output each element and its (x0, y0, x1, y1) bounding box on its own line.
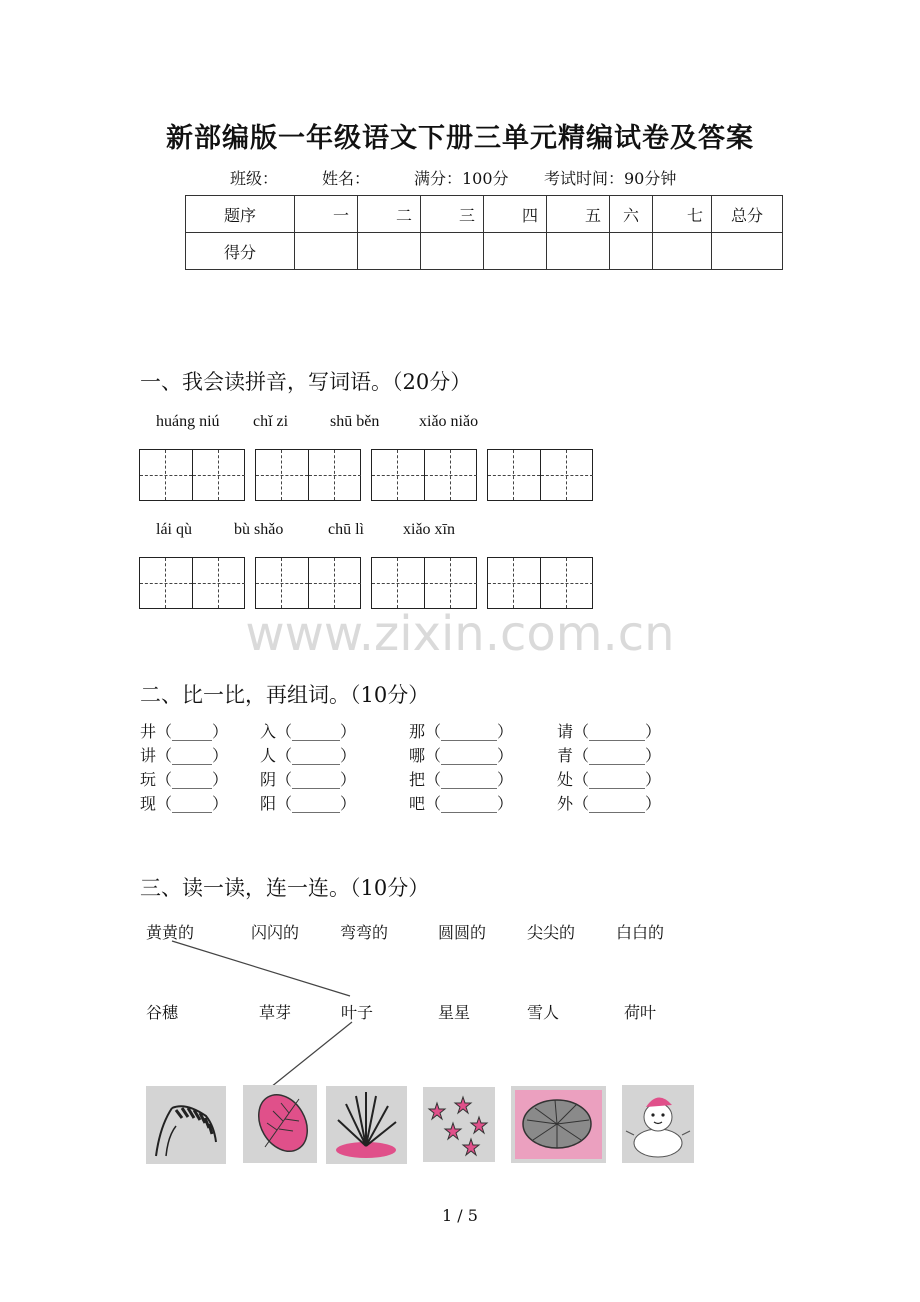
word-pair-item[interactable]: 井（_____） (140, 722, 229, 741)
word-pair-item[interactable]: 青（_______） (557, 746, 662, 765)
word-pair-item[interactable]: 阴（______） (260, 770, 357, 789)
score-header-cell: 五 (547, 196, 610, 233)
adjective-item[interactable]: 黄黄的 (146, 923, 195, 942)
pinyin-label: huáng niú (156, 413, 220, 430)
name-label: 姓名： (322, 169, 371, 188)
pinyin-label: chū lì (328, 521, 364, 538)
adjective-item[interactable]: 白白的 (616, 923, 665, 942)
score-row-label: 得分 (186, 233, 295, 270)
score-header-cell: 七 (653, 196, 712, 233)
word-pair-item[interactable]: 吧（_______） (409, 794, 514, 813)
class-label: 班级： (230, 169, 279, 188)
word-pair-item[interactable]: 处（_______） (557, 770, 662, 789)
word-pair-item[interactable]: 哪（_______） (409, 746, 514, 765)
adjective-item[interactable]: 尖尖的 (527, 923, 576, 942)
full-score-label: 满分：100分 (414, 169, 509, 188)
word-pair-item[interactable]: 请（_______） (557, 722, 662, 741)
leaf-icon (243, 1085, 317, 1163)
exam-time-label: 考试时间：90分钟 (544, 169, 677, 188)
score-header-cell: 六 (610, 196, 653, 233)
noun-item[interactable]: 谷穗 (146, 1003, 179, 1022)
lotus-leaf-icon (511, 1086, 606, 1163)
adjective-item[interactable]: 闪闪的 (251, 923, 300, 942)
word-pair-item[interactable]: 人（______） (260, 746, 357, 765)
word-pair-item[interactable]: 外（_______） (557, 794, 662, 813)
word-pair-item[interactable]: 讲（_____） (140, 746, 229, 765)
lotus-leaf-picture[interactable] (511, 1086, 606, 1163)
word-pair-item[interactable]: 阳（______） (260, 794, 357, 813)
word-pair-item[interactable]: 玩（_____） (140, 770, 229, 789)
adjective-item[interactable]: 圆圆的 (438, 923, 487, 942)
page-number: 1 / 5 (442, 1206, 478, 1225)
word-pair-item[interactable]: 现（_____） (140, 794, 229, 813)
connecting-line (271, 1022, 352, 1087)
word-pair-item[interactable]: 那（_______） (409, 722, 514, 741)
connecting-line (172, 941, 350, 996)
snowman-icon (622, 1085, 694, 1163)
watermark: www.zixin.com.cn (245, 606, 675, 662)
section3-heading: 三、读一读，连一连。（10分） (140, 876, 430, 900)
noun-item[interactable]: 叶子 (341, 1003, 374, 1022)
noun-item[interactable]: 荷叶 (624, 1003, 657, 1022)
word-pair-item[interactable]: 把（_______） (409, 770, 514, 789)
pinyin-label: xiǎo xīn (403, 521, 455, 538)
grass-sprout-picture[interactable] (326, 1086, 407, 1164)
leaf-picture[interactable] (243, 1085, 317, 1163)
grass-sprout-icon (326, 1086, 407, 1164)
pinyin-label: bù shǎo (234, 521, 284, 538)
score-header-cell: 二 (358, 196, 421, 233)
noun-item[interactable]: 雪人 (527, 1003, 560, 1022)
pinyin-label: shū běn (330, 413, 380, 430)
word-pair-item[interactable]: 入（______） (260, 722, 357, 741)
score-header-cell: 三 (421, 196, 484, 233)
grain-ear-icon (146, 1086, 226, 1164)
stars-icon (423, 1087, 495, 1162)
pinyin-label: xiǎo niǎo (419, 413, 479, 430)
noun-item[interactable]: 星星 (438, 1003, 471, 1022)
score-header-cell: 一 (295, 196, 358, 233)
pinyin-label: chǐ zi (253, 413, 289, 430)
section1-heading: 一、我会读拼音，写词语。（20分） (140, 370, 472, 394)
score-header-cell: 四 (484, 196, 547, 233)
grain-ear-picture[interactable] (146, 1086, 226, 1164)
pinyin-label: lái qù (156, 521, 192, 538)
noun-item[interactable]: 草芽 (259, 1003, 292, 1022)
stars-picture[interactable] (423, 1087, 495, 1162)
snowman-picture[interactable] (622, 1085, 694, 1163)
score-header-cell: 题序 (186, 196, 295, 233)
adjective-item[interactable]: 弯弯的 (340, 923, 389, 942)
page-title: 新部编版一年级语文下册三单元精编试卷及答案 (166, 123, 754, 154)
section2-heading: 二、比一比，再组词。（10分） (140, 683, 430, 707)
score-header-cell: 总分 (712, 196, 783, 233)
